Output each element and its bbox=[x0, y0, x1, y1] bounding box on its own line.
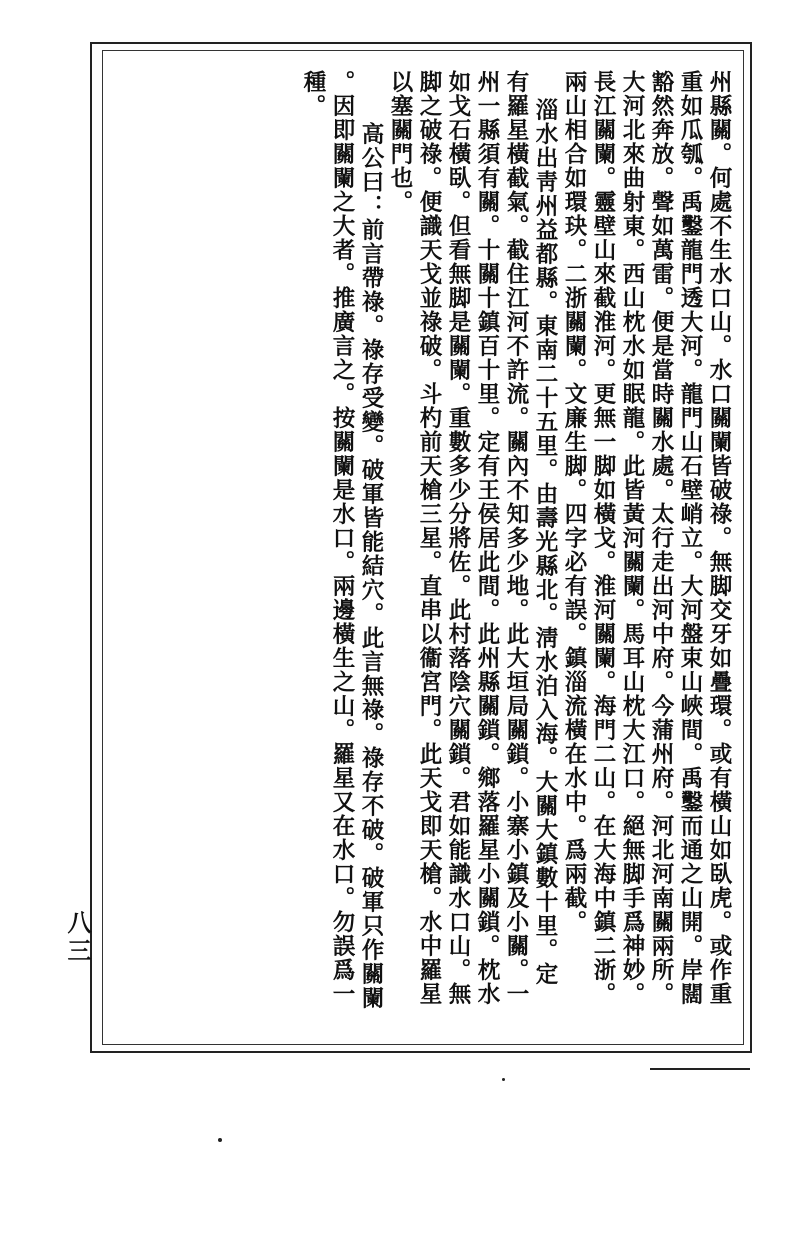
bottom-rule bbox=[650, 1068, 750, 1070]
text-column-6: 兩山相合如環玦。二浙關闌。文廉生脚。四字必有誤。鎮淄流橫在水中。爲兩截。 bbox=[561, 70, 587, 934]
text-column-4: 大河北來曲射東。西山枕水如眠龍。此皆黃河關闌。馬耳山枕大江口。絕無脚手爲神妙。 bbox=[619, 70, 645, 1006]
text-column-8: 有羅星橫截氣。截住江河不許流。關內不知多少地。此大垣局關鎖。小寨小鎮及小關。一 bbox=[503, 70, 529, 1006]
page-number: 八三 bbox=[63, 910, 92, 966]
text-column-10: 如戈石橫臥。但看無脚是關闌。重數多少分將佐。此村落陰穴關鎖。君如能識水口山。無 bbox=[445, 70, 471, 1006]
text-column-5: 長江關闌。靈壁山來截淮河。更無一脚如橫戈。淮河關闌。海門二山。在大海中鎮二浙。 bbox=[590, 70, 616, 1006]
text-column-3: 豁然奔放。聲如萬雷。便是當時關水處。太行走出河中府。今蒲州府。河北河南關兩所。 bbox=[648, 70, 674, 1006]
text-column-13: 高公曰：前言帶祿。祿存受變。破軍皆能結穴。此言無祿。祿存不破。破軍只作關闌 bbox=[358, 122, 384, 1010]
text-column-12: 以塞關門也。 bbox=[387, 70, 413, 214]
text-column-14: 。因即關闌之大者。推廣言之。按關闌是水口。兩邊橫生之山。羅星又在水口。勿誤爲一 bbox=[329, 70, 355, 1006]
scan-speck bbox=[218, 1138, 222, 1142]
text-column-1: 州縣關。何處不生水口山。水口關闌皆破祿。無脚交牙如疊環。或有橫山如臥虎。或作重 bbox=[706, 70, 732, 1006]
text-column-11: 脚之破祿。便識天戈並祿破。斗杓前天槍三星。直串以衞宮門。此天戈即天槍。水中羅星 bbox=[416, 70, 442, 1006]
text-column-15: 種。 bbox=[300, 70, 326, 118]
text-column-9: 州一縣須有關。十關十鎮百十里。定有王侯居此間。此州縣關鎖。鄉落羅星小關鎖。枕水 bbox=[474, 70, 500, 1006]
text-column-2: 重如瓜瓠。禹鑿龍門透大河。龍門山石壁峭立。大河盤束山峽間。禹鑿而通之山開。岸闊 bbox=[677, 70, 703, 1006]
scan-speck bbox=[502, 1078, 505, 1081]
text-column-7: 淄水出靑州益都縣。東南二十五里。由壽光縣北。淸水泊入海。大關大鎮數十里。定 bbox=[532, 98, 558, 986]
text-body bbox=[215, 70, 733, 1030]
